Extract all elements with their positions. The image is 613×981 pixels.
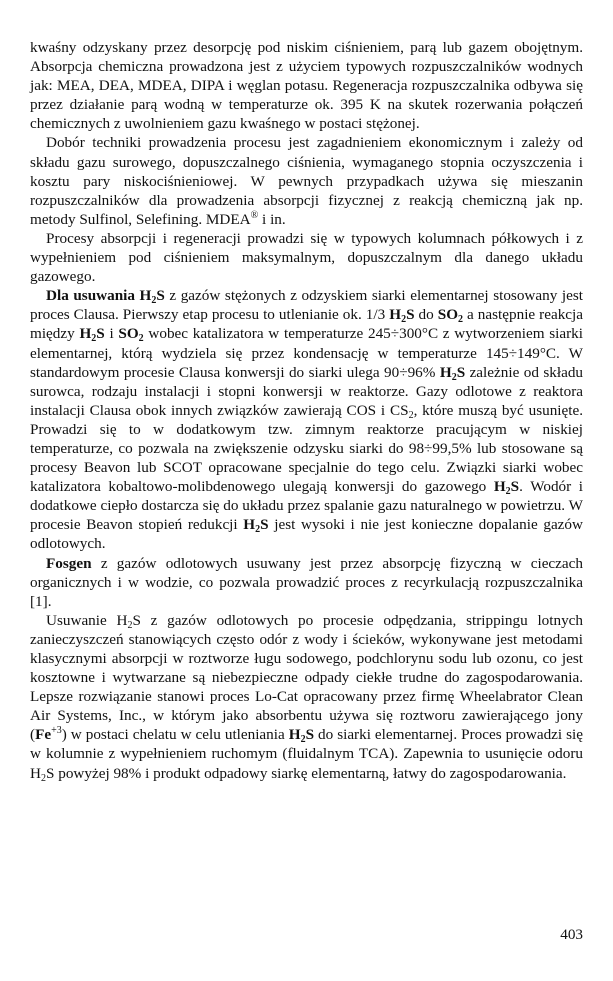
- paragraph-h2s-claus-process: Dla usuwania $H_2S$ z gazów stężonych z odzyskiem siarki elementarnej stosowany jest proces Clausa. Pierwszy etap procesu to utlenianie ok. 1/3 $H_2S$ do $SO_2$ a następnie reakcja między $H_2S$ i $SO_2$ wobec katalizatora w temperaturze 245÷300°C z wytworzeniem siarki elementarnej, którą wydziela się przez kondensację w temperaturze 145÷149°C. W standardowym procesie Clausa konwersji do siarki ulega 90÷96% $H_2S$ zależnie od składu surowca, rodzaju instalacji i stopni konwersji w reaktorze. Gazy odlotowe z reaktora instalacji Clausa obok innych związków zawierają COS i $CS_2$, które muszą być usunięte. Prowadzi się to w dodatkowym tzw. zimnym reaktorze pracującym w niskiej temperaturze, co pozwala na zwiększenie odzysku siarki do 98÷99,5% lub stosowane są procesy Beavon lub SCOT opracowane specjalnie do tego celu. Związki siarki wobec katalizatora kobaltowo-molibdenowego ulegają konwersji do gazowego $H_2S$. Wodór i dodatkowe ciepło dostarcza się do układu przez spalanie gazu naturalnego w powietrzu. W procesie Beavon stopień redukcji $H_2S$ jest wysoki i nie jest konieczne dopalanie gazów odlotowych.: [30, 287, 584, 553]
- paragraph-h2s-locat-process: Usuwanie $H_2S$ z gazów odlotowych po procesie odpędzania, strippingu lotnych zanieczyszczeń stanowiących często odór z wody i ścieków, wykonywane jest metodami klasycznymi absorpcji w roztworze ługu sodowego, podchlorynu sodu lub ozonu, co jest kosztowne i wytwarzane są niebezpieczne odpady ciekłe trudne do zagospodarowania. Lepsze rozwiązanie stanowi proces Lo-Cat opracowany przez firmę Wheelabrator Clean Air Systems, Inc., w którym jako absorbentu używa się roztworu zawierającego jony $(Fe^{+3})$ w postaci chelatu w celu utleniania $H_2S$ do siarki elementarnej. Proces prowadzi się w kolumnie z wypełnieniem ruchomym (fluidalnym TCA). Zapewnia to usunięcie odoru $H_2S$ powyżej 98% i produkt odpadowy siarkę elementarną, łatwy do zagospodarowania.: [30, 611, 583, 784]
- paragraph-absorption-columns: Procesy absorpcji i regeneracji prowadzi się w typowych kolumnach półkowych i z wypełnieniem pod ciśnieniem maksymalnym, dopuszczalnym dla danego układu gazowego.: [30, 229, 583, 286]
- document-body: [30, 38, 583, 783]
- paragraph-phosgene-removal: Fosgen z gazów odlotowych usuwany jest przez absorpcję fizyczną w cieczach organicznych i w wodzie, co pozwala prowadzić proces z recyrkulacją rozpuszczalnika [1].: [30, 554, 583, 610]
- page-number: 403: [560, 926, 583, 943]
- paragraph-technique-selection: Dobór techniki prowadzenia procesu jest zagadnieniem ekonomicznym i zależy od składu gazu surowego, dopuszczalnego ciśnienia, wymaganego stopnia oczyszczenia i kosztu pary niskociśnieniowej. W pewnych przypadkach używa się mieszanin rozpuszczalników dla prowadzenia absorpcji fizycznej z reakcją chemiczną jak np. metody Sulfinol, Selefining. MDEA® i in.: [30, 134, 583, 228]
- paragraph-absorption-chemical: kwaśny odzyskany przez desorpcję pod niskim ciśnieniem, parą lub gazem obojętnym. Absorpcja chemiczna prowadzona jest z użyciem typowych rozpuszczalników wodnych jak: MEA, DEA, MDEA, DIPA i węglan potasu. Regeneracja rozpuszczalnika odbywa się przez działanie parą wodną w temperaturze ok. 395 K na skutek rozerwania połączeń chemicznych z uwolnieniem gazu kwaśnego w postaci stężonej.: [30, 39, 583, 133]
